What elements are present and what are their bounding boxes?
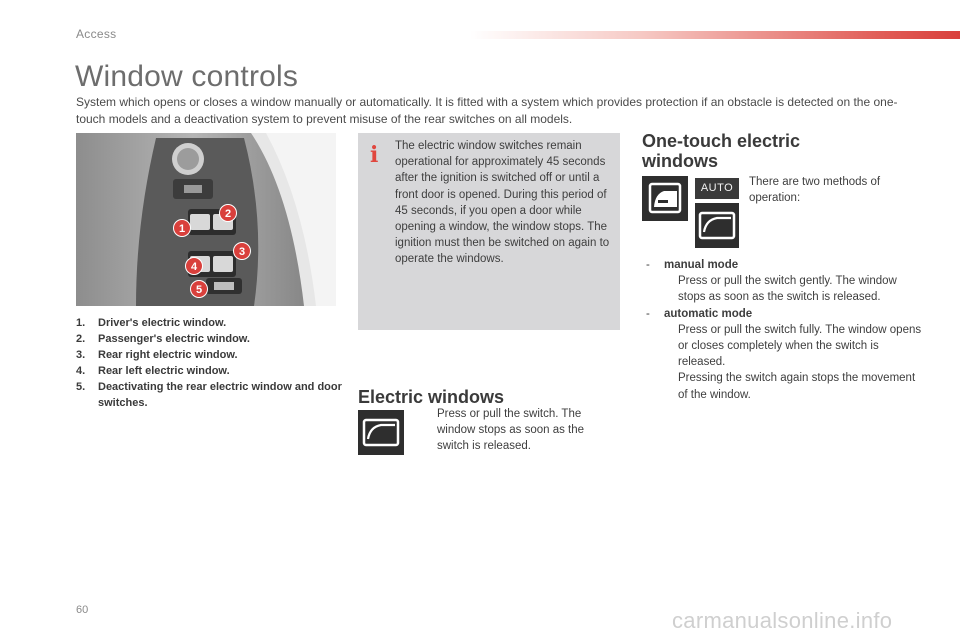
callout-2: 2 xyxy=(219,204,237,222)
legend-item: 3. Rear right electric window. xyxy=(76,349,238,361)
legend-item: 1. Driver's electric window. xyxy=(76,317,227,329)
legend-item: 4. Rear left electric window. xyxy=(76,365,230,377)
electric-windows-heading: Electric windows xyxy=(358,387,505,407)
switch-legend xyxy=(76,315,346,411)
auto-label: AUTO xyxy=(695,178,739,199)
page-title: Window controls xyxy=(75,60,299,93)
section-label: Access xyxy=(76,27,117,41)
electric-windows-text: Press or pull the switch. The window stops as soon as the switch is released. xyxy=(437,408,585,453)
legend-item: 5. Deactivating the rear electric window and door switches. xyxy=(76,381,342,409)
auto-window-switch-icon xyxy=(642,176,688,221)
info-text: The electric window switches remain operational for approximately 45 seconds after the ignition is switched off or until a front door is opened. During this period of 45 seconds, if you open a door while opening a window, the window stops. The ignition must then be switched on again to operate the windows. xyxy=(395,140,610,266)
header-gradient-bar xyxy=(470,31,960,39)
manual-mode: - manual mode xyxy=(646,259,739,271)
manual-step: Press or pull the switch gently. The window stops as soon as the switch is released. xyxy=(646,273,926,305)
window-switch-icon xyxy=(358,410,404,455)
arrow-bullet-icon xyxy=(664,273,678,305)
intro-paragraph: System which opens or closes a window manually or automatically. It is fitted with a system which provides protection if an obstacle is detected on the one-touch models and a deactivation system to prevent misuse of the rear switches on all models. xyxy=(76,95,898,126)
callout-5: 5 xyxy=(190,280,208,298)
page-number: 60 xyxy=(76,604,89,616)
one-touch-heading: One-touch electric windows xyxy=(642,131,801,171)
automatic-step: Press or pull the switch fully. The window opens or closes completely when the switch is released. xyxy=(646,322,926,371)
door-switch-panel-photo xyxy=(76,133,336,306)
legend-item: 2. Passenger's electric window. xyxy=(76,333,250,345)
window-switch-icon xyxy=(695,203,739,248)
arrow-bullet-icon xyxy=(664,370,678,402)
callout-3: 3 xyxy=(233,242,251,260)
methods-text: There are two methods of operation: xyxy=(749,176,881,205)
callout-4: 4 xyxy=(185,257,203,275)
callout-1: 1 xyxy=(173,219,191,237)
arrow-bullet-icon xyxy=(664,322,678,371)
info-icon: i xyxy=(370,142,379,168)
info-box xyxy=(358,133,620,330)
watermark: carmanualsonline.info xyxy=(672,608,893,633)
automatic-step: Pressing the switch again stops the movement of the window. xyxy=(646,370,926,402)
automatic-mode: - automatic mode xyxy=(646,307,753,320)
mode-list xyxy=(646,257,926,403)
